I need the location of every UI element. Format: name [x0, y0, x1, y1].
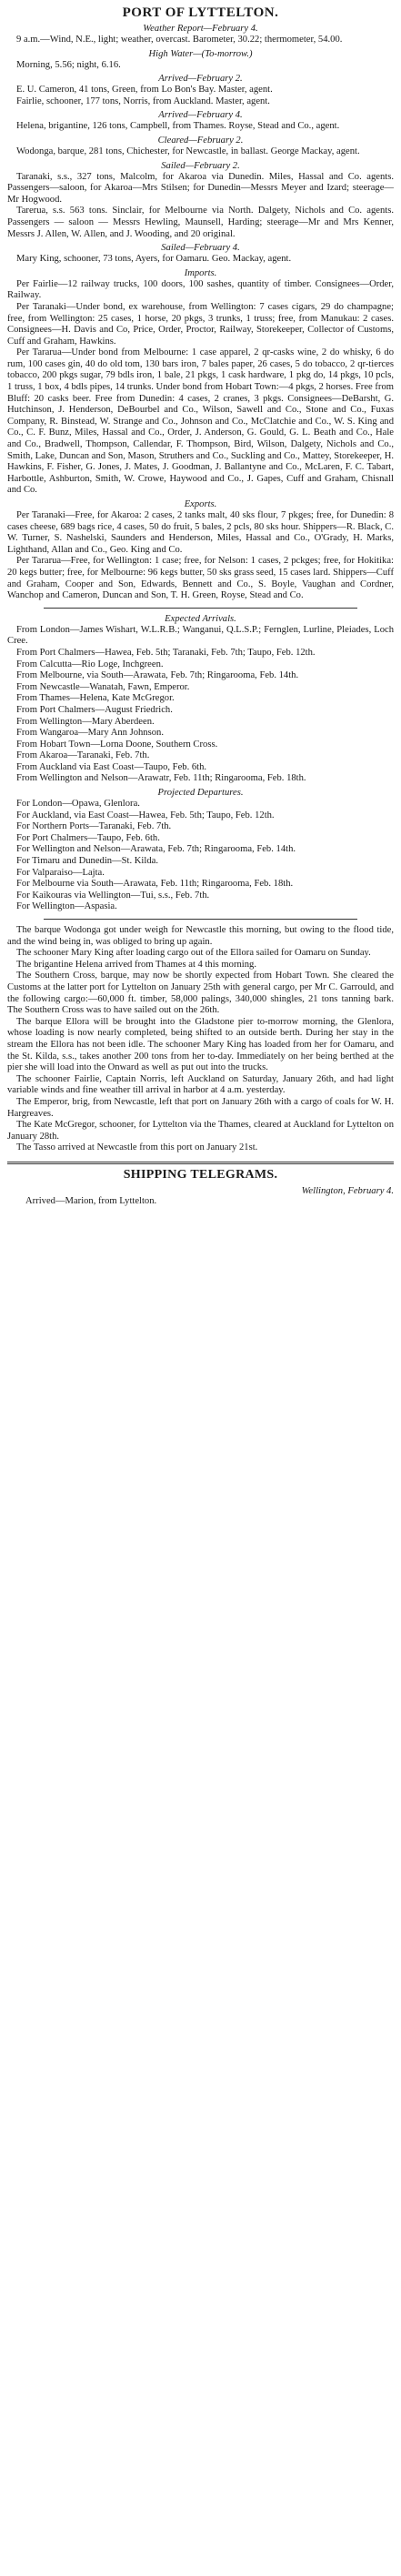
- list-item: Per Tararua—Free, for Wellington: 1 case; free, for Nelson: 1 cases, 2 pckges; free, for Hokitika: 20 kegs butter; free, for Melbourne: 96 kegs butter, 50 sks grass seed, 15 cases lard. Shippers—Cuff and Graham, Cooper and Son, Edwards, Bennett and Co., S. Boyle, Vaughan and Cordner, Wanchop and Cameron, Duncan and Son, T. H. Green, Royse, Stead and Co.: [7, 556, 394, 601]
- list-item: From Akaroa—Taranaki, Feb. 7th.: [16, 750, 150, 761]
- section-heading: Sailed—February 2.: [161, 160, 240, 171]
- section-heading: Arrived—February 4.: [158, 110, 243, 121]
- list-item: For Timaru and Dunedin—St. Kilda.: [16, 856, 158, 867]
- list-item: From Port Chalmers—Hawea, Feb. 5th; Taranaki, Feb. 7th; Taupo, Feb. 12th.: [16, 647, 316, 658]
- list-item: Per Taranaki—Free, for Akaroa: 2 cases, 2 tanks malt, 40 sks flour, 7 pkges; free, for Dunedin: 8 cases cheese, 689 bags rice, 4 cases, 50 do fruit, 5 bales, 2 pcls, 80 sks hour. Shippers—R. Black, C. W. Turner, S. Nashelski, Saunders and Henderson, Miles, Hassal and Co., O'Grady, H. Marks, Lighthand, Allan and Co., Geo. King and Co.: [7, 510, 394, 555]
- news-paragraph: The Emperor, brig, from Newcastle, left that port on January 26th with a cargo of coals for W. H. Hargreaves.: [7, 1096, 394, 1119]
- list-item: For Kaikouras via Wellington—Tui, s.s., Feb. 7th.: [16, 890, 210, 901]
- section-exports: [7, 499, 394, 602]
- list-item: E. U. Cameron, 41 tons, Green, from Lo Bon's Bay. Master, agent.: [16, 85, 273, 96]
- list-item: From Calcutta—Rio Loge, Inchgreen.: [16, 659, 164, 669]
- newspaper-column: [7, 0, 394, 1206]
- dateline: Wellington, February 4.: [301, 1185, 394, 1196]
- news-paragraph: The Tasso arrived at Newcastle from this port on January 21st.: [16, 1142, 258, 1153]
- section-arrived-feb2: [7, 74, 394, 107]
- section-expected-arrivals: [7, 614, 394, 785]
- list-item: For London—Opawa, Glenlora.: [16, 799, 140, 810]
- section-heading: SHIPPING TELEGRAMS.: [123, 1167, 278, 1182]
- list-item: Per Tararua—Under bond from Melbourne: 1 case apparel, 2 qr-casks wine, 2 do whisky, 6 do rum, 100 cases gin, 40 do old tom, 130 bars iron, 7 bales paper, 26 cases, 5 do tobacco, 2 qr-tierces tobacco, 200 pkgs sugar, 79 bdls iron, 1 bale, 21 pkgs, 1 cask hardware, 1 pkg do, 14 pkgs, 10 pcls, 1 truss, 1 box, 4 bdls pipes, 14 trunks. Under bond from Hobart Town:—4 pkgs, 2 horses. Free from Bluff: 20 casks beer. Free from Dunedin: 4 cases, 2 cranes, 3 pkgs. Consignees—DeBarsht, G. Hutchinson, J. Henderson, DeBourbel and Co., Wilson, Sawell and Co., Stone and Co., Fuxas Company, R. Binstead, W. Strange and Co., Johnson and Co., McClatchie and Co., W. S. King and Co., C. F. Bunz, Miles, Hassal and Co., Order, J. Anderson, G. Gould, G. L. Beath and Co., Hale and Co., Bradwell, Thompson, Callendar, F. Thompson, Bird, Wilson, Dalgety, Nichols and Co., Smith, Lake, Duncan and Son, Mason, Struthers and Co., Suckling and Co., Mattey, Storekeeper, H. Hawkins, F. Fisher, G. Jones, J. Mates, J. Goodman, J. Ballantyne and Co., McLaren, F. C. Tabart, Harbottle, Ashburton, Smith, W. Crowe, Haywood and Co., J. Gapes, Cuff and Graham, Chisnall and Co.: [7, 347, 394, 496]
- list-item: Tarerua, s.s. 563 tons. Sinclair, for Melbourne via North. Dalgety, Nichols and Co. agents. Passengers — saloon — Messrs Hewling, Maunsell, Harding; steerage—Mr and Mrs Kenner, Messrs J. Allen, W. Allen, and J. Wooding, and 20 original.: [7, 206, 394, 239]
- high-water-heading: High Water—(To-morrow.): [148, 48, 253, 59]
- news-paragraph: The schooner Mary King after loading cargo out of the Ellora sailed for Oamaru on Sunday.: [16, 948, 371, 959]
- list-item: Per Taranaki—Under bond, ex warehouse, from Wellington: 7 cases cigars, 29 do champagne; free, from Wellington: 25 cases, 1 horse, 20 pkgs, 3 trunks, 1 truss; free, from Manukau: 2 cases. Consignees—H. Davis and Co, Price, Order, Proctor, Railway, Storekeeper, Collector of Customs, Cuff and Graham, Hawkins.: [7, 301, 394, 347]
- list-item: For Port Chalmers—Taupo, Feb. 6th.: [16, 832, 160, 843]
- section-projected-departures: [7, 788, 394, 913]
- section-weather: [7, 24, 394, 71]
- list-item: Per Fairlie—12 railway trucks, 100 doors, 100 sashes, quantity of timber. Consignees—Order, Railway.: [7, 278, 394, 301]
- section-heading: Expected Arrivals.: [165, 613, 236, 624]
- section-heading: Cleared—February 2.: [157, 135, 244, 146]
- list-item: From Port Chalmers—August Friedrich.: [16, 704, 173, 715]
- list-item: Wodonga, barque, 281 tons, Chichester, for Newcastle, in ballast. George Mackay, agent.: [16, 146, 360, 156]
- section-heading: Imports.: [184, 267, 217, 278]
- list-item: From Hobart Town—Lorna Doone, Southern Cross.: [16, 739, 218, 750]
- section-shipping-telegrams: [7, 1168, 394, 1206]
- section-arrived-feb4: [7, 110, 394, 133]
- weather-report: 9 a.m.—Wind, N.E., light; weather, overcast. Barometer, 30.22; thermometer, 54.00.: [16, 35, 343, 45]
- section-heading: Sailed—February 4.: [161, 243, 240, 254]
- section-cleared: [7, 136, 394, 158]
- section-heading: Weather Report—February 4.: [143, 24, 258, 34]
- list-item: From Wellington and Nelson—Arawatr, Feb. 11th; Ringarooma, Feb. 18th.: [16, 773, 306, 784]
- list-item: Helena, brigantine, 126 tons, Campbell, from Thames. Royse, Stead and Co., agent.: [16, 121, 340, 132]
- list-item: From Thames—Helena, Kate McGregor.: [16, 693, 175, 704]
- list-item: From Melbourne, via South—Arawata, Feb. 7th; Ringarooma, Feb. 14th.: [16, 670, 299, 681]
- list-item: From Newcastle—Wanatah, Fawn, Emperor.: [16, 681, 190, 692]
- list-item: From Auckland via East Coast—Taupo, Feb. 6th.: [16, 761, 207, 772]
- list-item: Taranaki, s.s., 327 tons, Malcolm, for Akaroa via Dunedin. Miles, Hassal and Co. agents. Passengers—saloon, for Akaroa—Mrs Stilsen; for Dunedin—Messrs Meyer and Izard; steerage—Mr Hogwood.: [7, 171, 394, 205]
- list-item: For Auckland, via East Coast—Hawea, Feb. 5th; Taupo, Feb. 12th.: [16, 810, 275, 820]
- section-imports: [7, 268, 394, 497]
- list-item: For Melbourne via South—Arawata, Feb. 11th; Ringarooma, Feb. 18th.: [16, 879, 294, 890]
- news-paragraph: The Kate McGregor, schooner, for Lyttelton via the Thames, cleared at Auckland for Lyttelton on January 28th.: [7, 1120, 394, 1142]
- list-item: From London—James Wishart, W.L.R.B.; Wanganui, Q.L.S.P.; Fernglen, Lurline, Pleiades, Loch Cree.: [7, 624, 394, 647]
- page-title: PORT OF LYTTELTON.: [122, 5, 279, 20]
- high-water-times: Morning, 5.56; night, 6.16.: [16, 59, 121, 70]
- section-shipping-news: [7, 925, 394, 1154]
- list-item: Fairlie, schooner, 177 tons, Norris, from Auckland. Master, agent.: [16, 96, 270, 106]
- list-item: For Wellington—Aspasia.: [16, 901, 117, 912]
- news-paragraph: The brigantine Helena arrived from Thames at 4 this morning.: [16, 959, 256, 970]
- news-paragraph: The barque Wodonga got under weigh for Newcastle this morning, but owing to the flood tide, and the wind being in, was obliged to bring up again.: [7, 925, 394, 947]
- list-item: For Valparaiso—Lajta.: [16, 867, 105, 878]
- list-item: For Northern Ports—Taranaki, Feb. 7th.: [16, 821, 172, 832]
- news-paragraph: The Southern Cross, barque, may now be shortly expected from Hobart Town. She cleared the Customs at the latter port for Lyttelton on January 25th with general cargo, per Mr C. Garrould, and the following cargo:—60,000 ft. timber, 58,000 palings, 340,000 shingles, 21 tons tanning bark. The Southern Cross was to have sailed out on the 26th.: [7, 971, 394, 1016]
- news-paragraph: The schooner Fairlie, Captain Norris, left Auckland on Saturday, January 26th, and had light variable winds and fine weather till arrival in harbor at 4 a.m. yesterday.: [7, 1073, 394, 1096]
- section-heading: Arrived—February 2.: [158, 74, 243, 85]
- divider: [44, 919, 357, 920]
- list-item: From Wellington—Mary Aberdeen.: [16, 716, 155, 727]
- list-item: Mary King, schooner, 73 tons, Ayers, for Oamaru. Geo. Mackay, agent.: [16, 254, 292, 265]
- list-item: For Wellington and Nelson—Arawata, Feb. 7th; Ringarooma, Feb. 14th.: [16, 844, 296, 855]
- news-paragraph: The barque Ellora will be brought into the Gladstone pier to-morrow morning, the Glenlora, whose loading is now nearly completed, being shifted to an outside berth. During her stay in the stream the Ellora has not been idle. The schooner Mary King has loaded from her for Oamaru, and the St. Kilda, s.s., takes another 200 tons from her to-day. Immediately on her being berthed at the pier she will load into the Onward as well as put out into the trucks.: [7, 1016, 394, 1073]
- telegram-item: Arrived—Marion, from Lyttelton.: [25, 1195, 157, 1206]
- section-sailed-feb4: [7, 243, 394, 266]
- section-heading: Projected Departures.: [157, 788, 244, 799]
- section-heading: Exports.: [184, 499, 217, 509]
- divider: [7, 1162, 394, 1164]
- list-item: From Wangaroa—Mary Ann Johnson.: [16, 728, 164, 739]
- divider: [44, 608, 357, 609]
- section-sailed-feb2: [7, 161, 394, 241]
